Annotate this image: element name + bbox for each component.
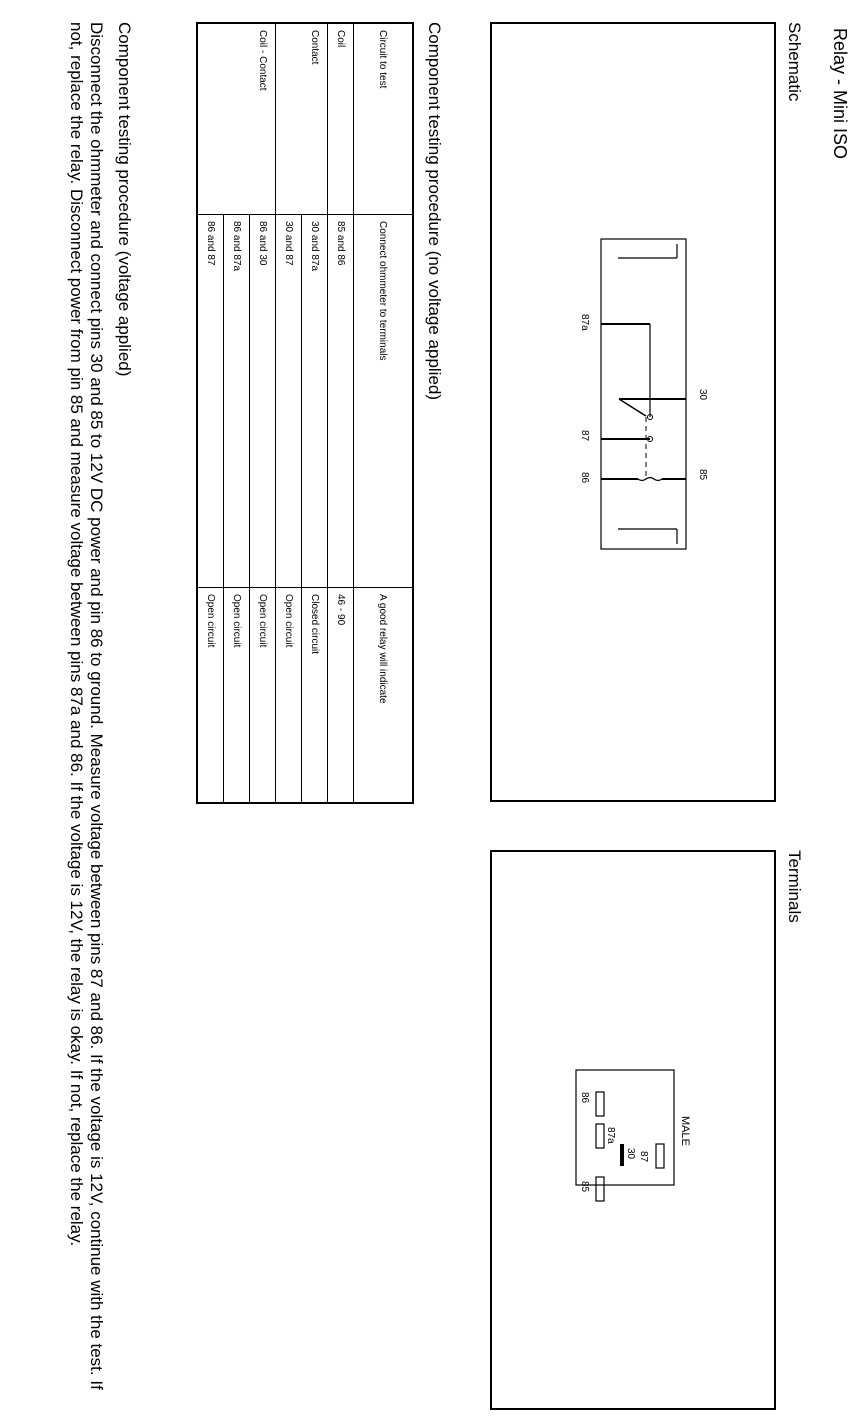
terminals-cell: 86 and 87a [224, 215, 250, 588]
result-cell: Open circuit [250, 588, 276, 804]
result-cell: Closed circuit [302, 588, 328, 804]
terminal-gender-label: MALE [679, 1116, 691, 1146]
result-cell: Open circuit [197, 588, 224, 804]
column-header: Connect ohmmeter to terminals [354, 215, 414, 588]
schematic-pin-87a-label: 87a [579, 314, 590, 331]
table-row [276, 23, 302, 803]
terminal-30-label: 30 [625, 1148, 636, 1160]
switch-arm [619, 399, 646, 416]
table-row [328, 23, 354, 803]
voltage-procedure-text: Disconnect the ohmmeter and connect pins 30 and 85 to 12V DC power and pin 86 to ground. Measure voltage between pins 87 and 86. If the voltage is 12V, continue with the test. If not, replace the relay. Disconnect power from pin 85 and measure voltage between pins 87a and 86. If the voltage is 12V, the relay is okay. If not, replace the relay. [67, 22, 106, 1390]
terminal-86 [596, 1092, 604, 1116]
circuit-cell [197, 23, 224, 215]
relay-schematic-diagram [492, 24, 774, 800]
page-title: Relay - Mini ISO [830, 28, 850, 160]
terminals-cell: 85 and 86 [328, 215, 354, 588]
terminal-86-label: 86 [579, 1092, 590, 1104]
schematic-panel [490, 22, 776, 802]
schematic-pin-85-label: 85 [697, 469, 708, 481]
table-row [250, 23, 276, 803]
circuit-cell: Coil - Contact [250, 23, 276, 215]
schematic-pin-86-label: 86 [579, 472, 590, 484]
result-cell: Open circuit [224, 588, 250, 804]
voltage-applied-heading: Component testing procedure (voltage applied) [115, 22, 134, 377]
terminals-cell: 30 and 87a [302, 215, 328, 588]
table-header-row [354, 23, 414, 803]
terminal-layout-diagram [492, 852, 774, 1408]
coil-symbol [638, 478, 662, 481]
ohmmeter-test-table [196, 22, 414, 804]
circuit-cell: Contact [302, 23, 328, 215]
result-cell: 46 - 90 [328, 588, 354, 804]
terminal-87-label: 87 [638, 1151, 649, 1163]
no-voltage-heading: Component testing procedure (no voltage applied) [425, 22, 444, 401]
terminals-cell: 30 and 87 [276, 215, 302, 588]
table-row [224, 23, 250, 803]
schematic-pin-87-label: 87 [579, 430, 590, 442]
schematic-heading: Schematic [785, 22, 804, 102]
terminal-87a-label: 87a [605, 1127, 616, 1144]
circuit-cell: Coil [328, 23, 354, 215]
terminal-85 [596, 1177, 604, 1201]
terminal-87a [596, 1124, 604, 1148]
terminals-cell: 86 and 87 [197, 215, 224, 588]
circuit-cell [224, 23, 250, 215]
relay-housing [601, 239, 686, 549]
column-header: Circuit to test [354, 23, 414, 215]
circuit-cell [276, 23, 302, 215]
table-row [197, 23, 224, 803]
result-cell: Open circuit [276, 588, 302, 804]
terminal-85-label: 85 [579, 1181, 590, 1193]
terminals-panel [490, 850, 776, 1410]
table-row [302, 23, 328, 803]
terminals-cell: 86 and 30 [250, 215, 276, 588]
schematic-pin-30-label: 30 [697, 389, 708, 401]
terminals-heading: Terminals [785, 850, 804, 923]
terminal-30 [620, 1144, 624, 1166]
column-header: A good relay will indicate [354, 588, 414, 804]
terminal-87 [656, 1144, 664, 1168]
